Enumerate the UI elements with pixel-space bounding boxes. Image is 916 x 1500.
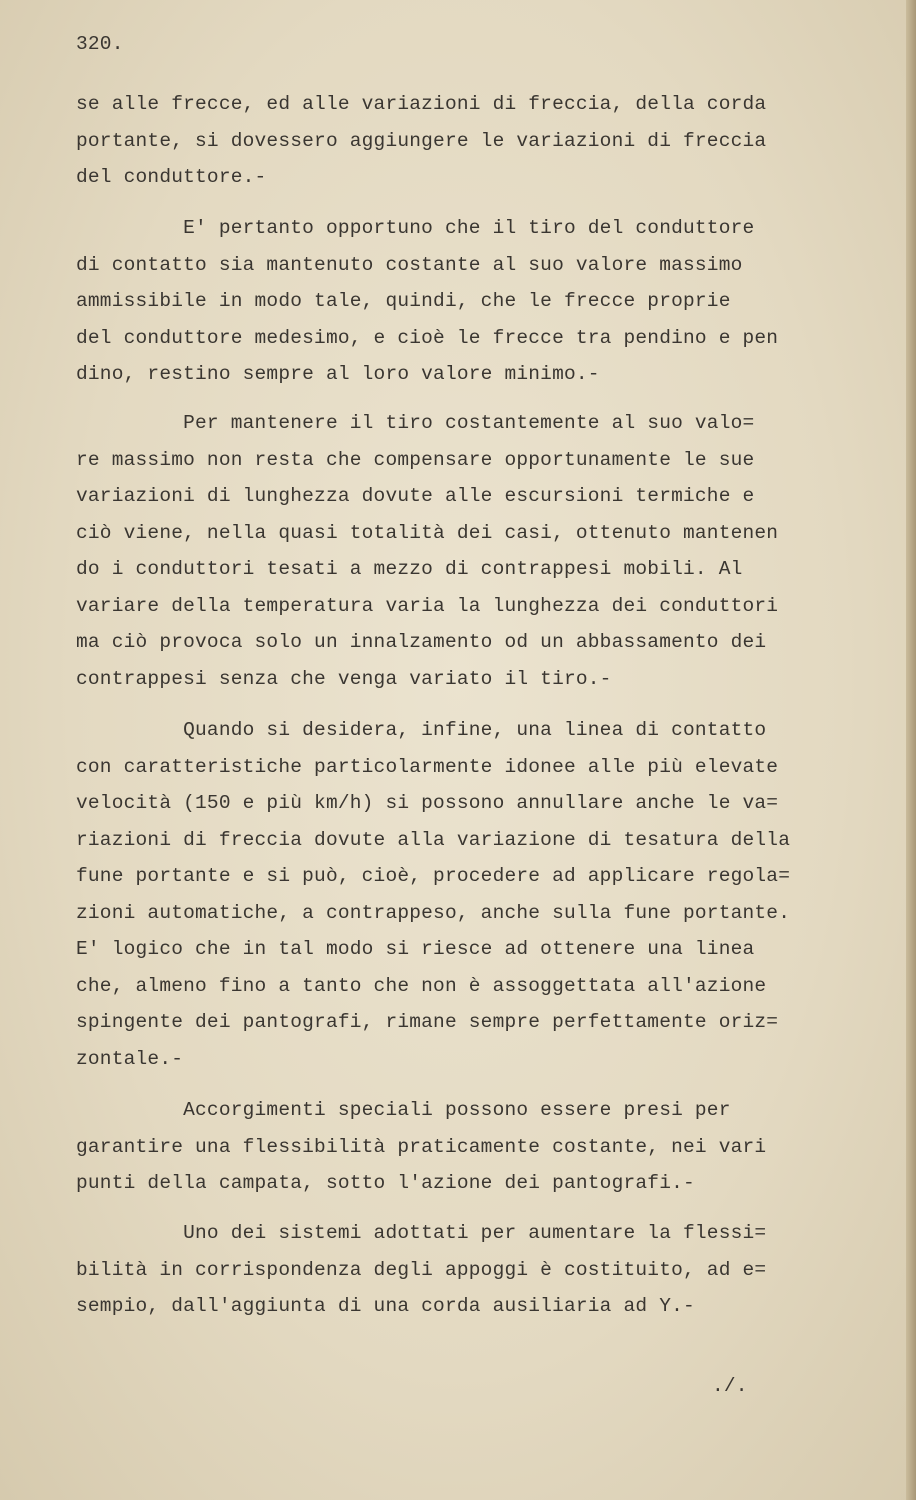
text-line: ammissibile in modo tale, quindi, che le frecce proprie — [76, 290, 731, 312]
text-line: Uno dei sistemi adottati per aumentare la flessi= — [76, 1222, 767, 1244]
text-line: E' logico che in tal modo si riesce ad ottenere una linea — [76, 938, 755, 960]
text-line: del conduttore medesimo, e cioè le frecce tra pendino e pen — [76, 326, 779, 349]
text-line: del conduttore.- — [76, 166, 267, 188]
paragraph-5 — [76, 1092, 846, 1202]
page-edge — [906, 0, 916, 1500]
text-line: ciò viene, nella quasi totalità dei casi, ottenuto mantenen — [76, 521, 779, 544]
text-line: fune portante e si può, cioè, procedere ad applicare regola= — [76, 865, 791, 887]
text-line: Per mantenere il tiro costantemente al suo valo= — [76, 412, 755, 434]
text-line: zontale.- — [76, 1047, 184, 1070]
text-line: velocità (150 e più km/h) si possono annullare anche le va= — [76, 792, 779, 814]
text-line: zioni automatiche, a contrappeso, anche sulla fune portante. — [76, 901, 791, 924]
paragraph-4 — [76, 712, 846, 1077]
text-line: di contatto sia mantenuto costante al suo valore massimo — [76, 253, 743, 276]
text-line: con caratteristiche particolarmente idonee alle più elevate — [76, 755, 779, 778]
text-line: punti della campata, sotto l'azione dei pantografi.- — [76, 1172, 695, 1194]
text-line: variare della temperatura varia la lunghezza dei conduttori — [76, 594, 779, 617]
page-number: 320. — [76, 33, 124, 55]
text-line: Accorgimenti speciali possono essere presi per — [76, 1099, 731, 1121]
text-line: garantire una flessibilità praticamente costante, nei vari — [76, 1135, 767, 1158]
text-line: do i conduttori tesati a mezzo di contrappesi mobili. Al — [76, 558, 743, 580]
text-line: portante, si dovessero aggiungere le variazioni di freccia — [76, 129, 767, 152]
text-line: che, almeno fino a tanto che non è assoggettata all'azione — [76, 974, 767, 997]
text-line: riazioni di freccia dovute alla variazione di tesatura della — [76, 828, 791, 851]
text-line: sempio, dall'aggiunta di una corda ausiliaria ad Y.- — [76, 1295, 695, 1317]
text-line: re massimo non resta che compensare opportunamente le sue — [76, 448, 755, 471]
paragraph-1 — [76, 86, 846, 196]
text-line: bilità in corrispondenza degli appoggi è costituito, ad e= — [76, 1258, 767, 1281]
text-line: variazioni di lunghezza dovute alle escursioni termiche e — [76, 485, 755, 507]
paragraph-3 — [76, 405, 846, 697]
paragraph-6 — [76, 1215, 846, 1325]
continuation-mark: ./. — [712, 1375, 748, 1397]
text-line: spingente dei pantografi, rimane sempre perfettamente oriz= — [76, 1011, 779, 1033]
text-line: E' pertanto opportuno che il tiro del conduttore — [76, 217, 755, 239]
text-line: contrappesi senza che venga variato il tiro.- — [76, 667, 612, 690]
text-line: Quando si desidera, infine, una linea di contatto — [76, 719, 767, 741]
paragraph-2 — [76, 210, 846, 393]
text-line: ma ciò provoca solo un innalzamento od un abbassamento dei — [76, 631, 767, 653]
text-line: dino, restino sempre al loro valore minimo.- — [76, 363, 600, 385]
text-line: se alle frecce, ed alle variazioni di freccia, della corda — [76, 93, 767, 115]
